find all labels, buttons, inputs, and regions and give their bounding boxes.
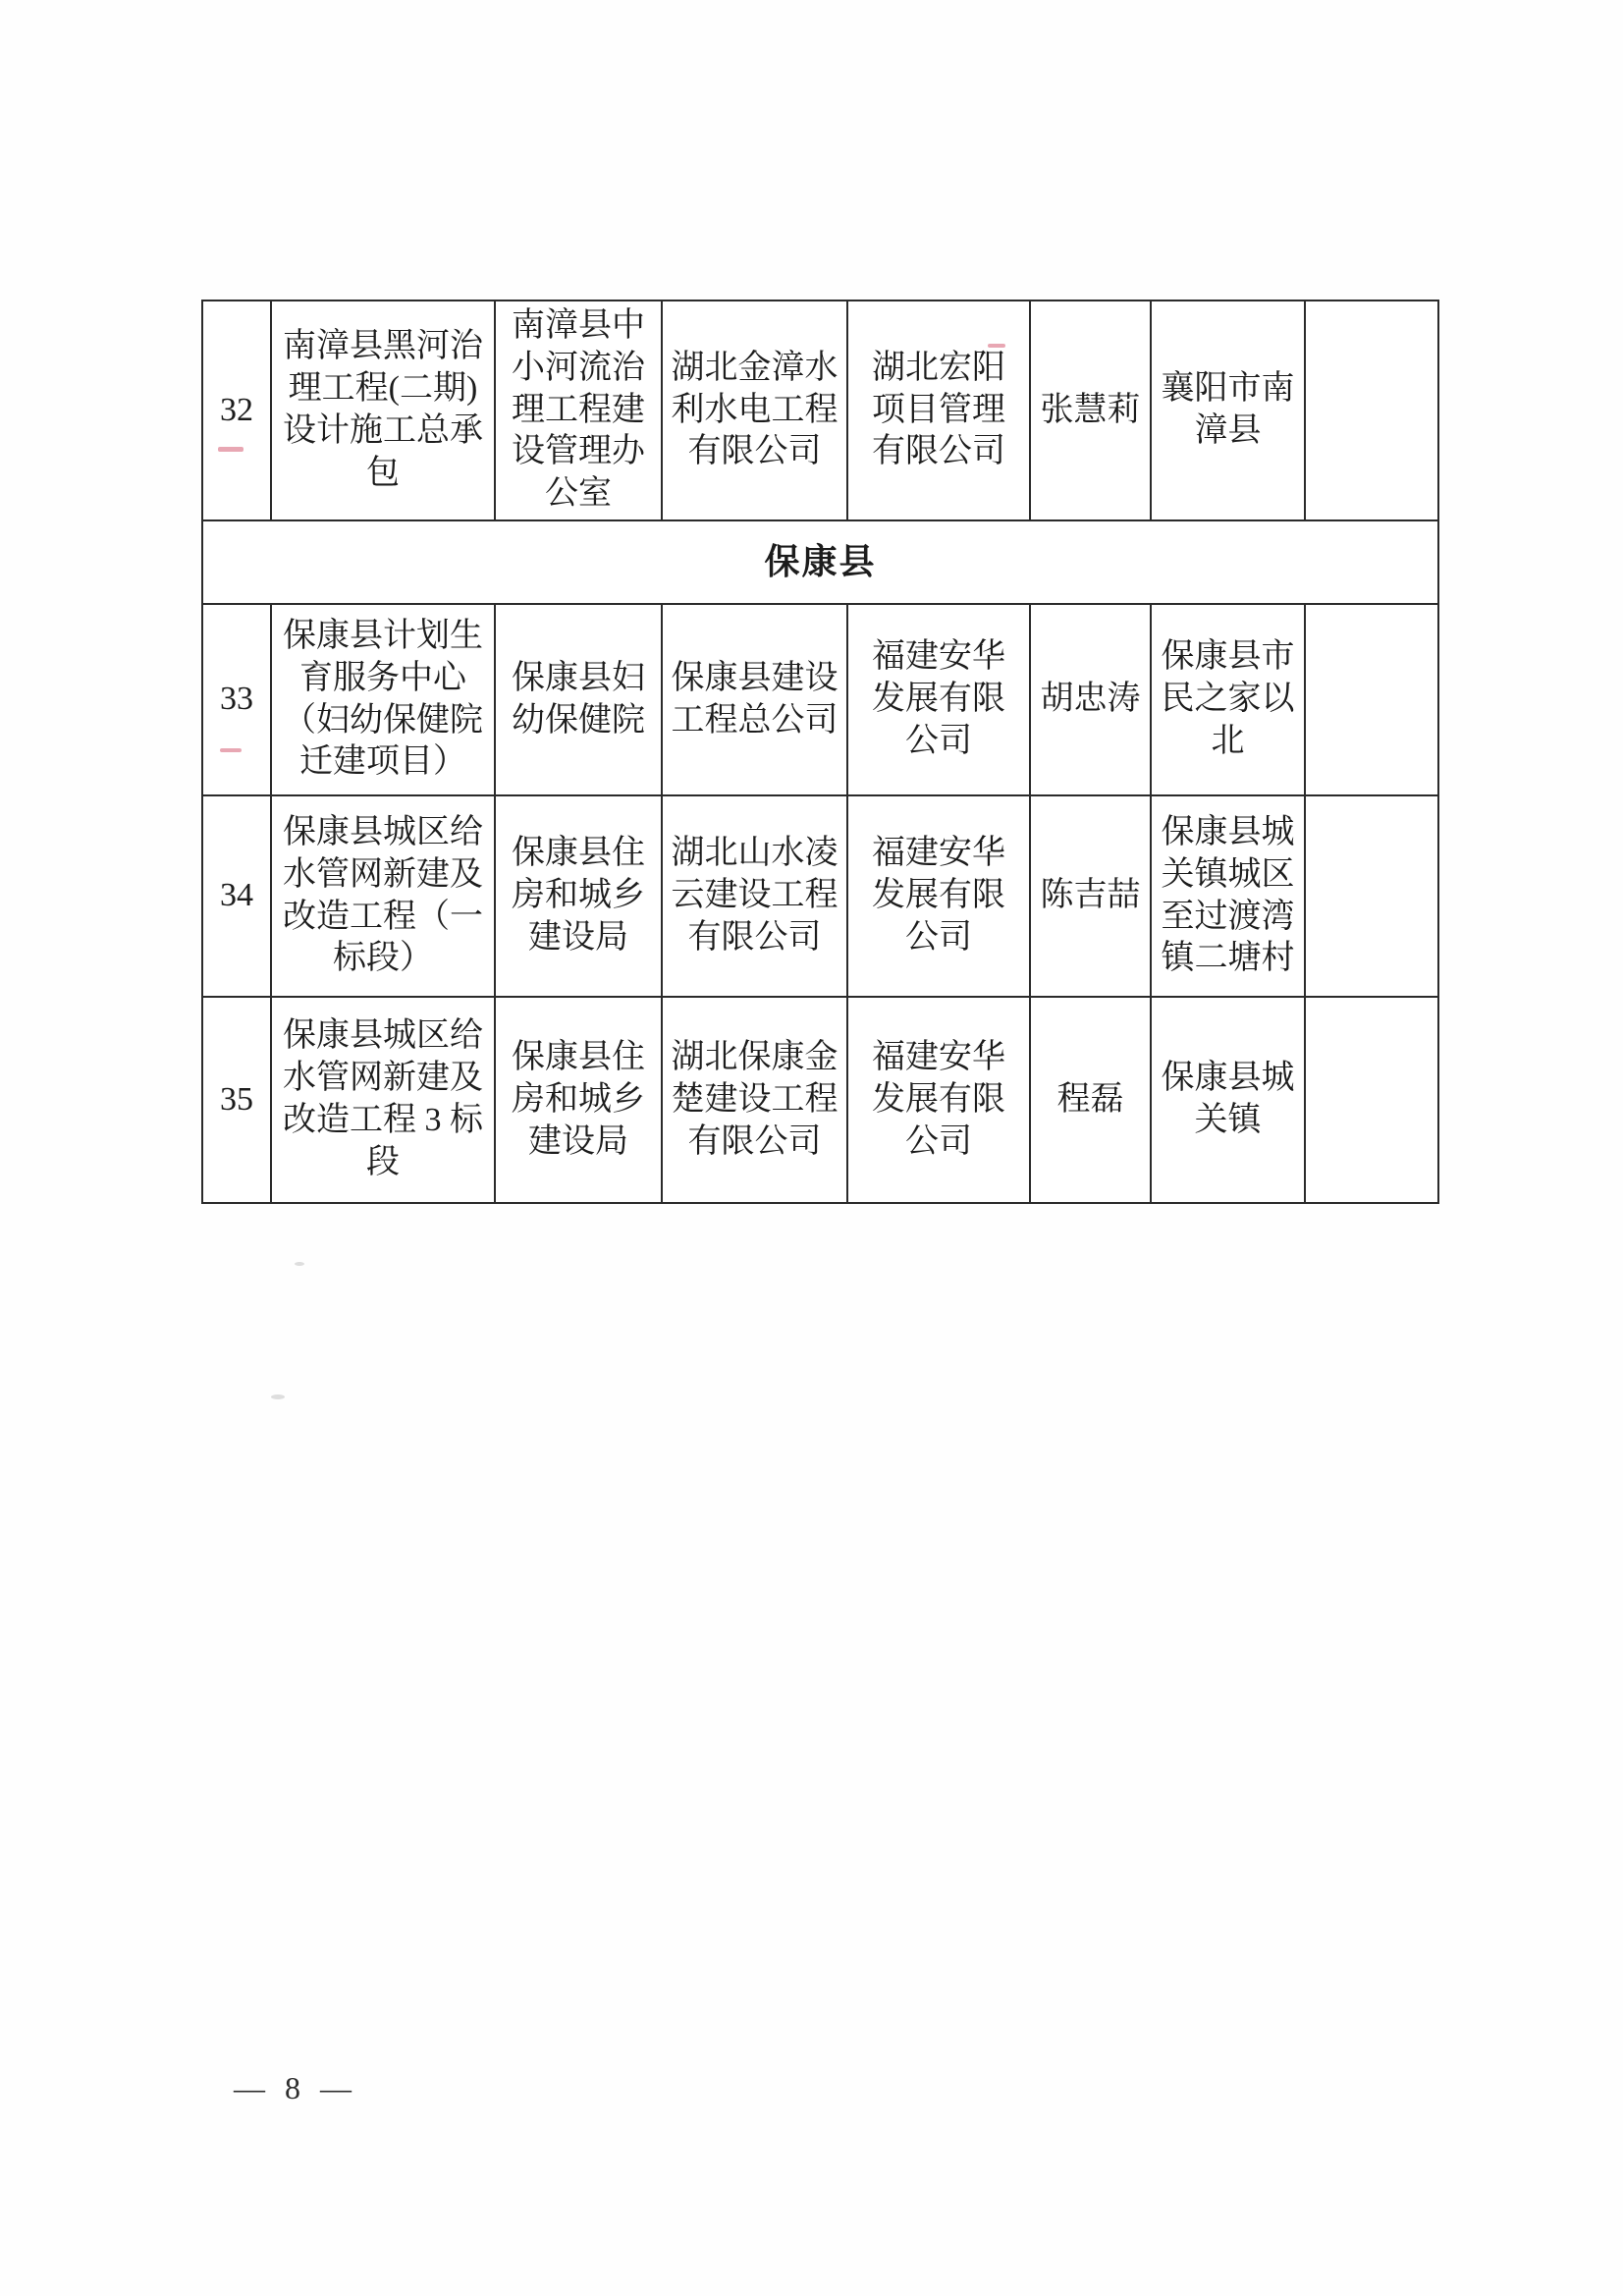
cell-owner: 保康县妇幼保健院 xyxy=(495,604,662,795)
cell-agency: 福建安华发展有限公司 xyxy=(847,795,1030,997)
cell-agency: 湖北宏阳项目管理有限公司 xyxy=(847,301,1030,520)
table-row xyxy=(202,997,1438,1203)
cell-project: 南漳县黑河治理工程(二期)设计施工总承包 xyxy=(271,301,495,520)
cell-remark xyxy=(1305,997,1438,1203)
page-number: — 8 — xyxy=(234,2070,357,2105)
cell-person: 陈吉喆 xyxy=(1030,795,1151,997)
cell-remark xyxy=(1305,301,1438,520)
cell-location: 保康县城关镇 xyxy=(1151,997,1305,1203)
cell-project: 保康县计划生育服务中心（妇幼保健院迁建项目） xyxy=(271,604,495,795)
cell-contractor: 湖北金漳水利水电工程有限公司 xyxy=(662,301,847,520)
award-table xyxy=(201,300,1439,1204)
scan-artifact xyxy=(218,447,243,452)
cell-no: 32 xyxy=(202,301,271,520)
scan-artifact xyxy=(220,748,242,752)
cell-remark xyxy=(1305,795,1438,997)
cell-person: 胡忠涛 xyxy=(1030,604,1151,795)
cell-no: 33 xyxy=(202,604,271,795)
cell-contractor: 湖北保康金楚建设工程有限公司 xyxy=(662,997,847,1203)
cell-no: 35 xyxy=(202,997,271,1203)
cell-contractor: 保康县建设工程总公司 xyxy=(662,604,847,795)
cell-location: 保康县市民之家以北 xyxy=(1151,604,1305,795)
cell-project: 保康县城区给水管网新建及改造工程（一标段） xyxy=(271,795,495,997)
section-header: 保康县 xyxy=(202,520,1438,604)
scan-smudge xyxy=(271,1394,285,1399)
cell-person: 张慧莉 xyxy=(1030,301,1151,520)
cell-remark xyxy=(1305,604,1438,795)
table-row xyxy=(202,795,1438,997)
cell-no: 34 xyxy=(202,795,271,997)
scan-artifact xyxy=(988,344,1005,348)
award-table-container xyxy=(201,300,1439,1204)
table-row xyxy=(202,604,1438,795)
cell-location: 保康县城关镇城区至过渡湾镇二塘村 xyxy=(1151,795,1305,997)
table-row xyxy=(202,301,1438,520)
cell-agency: 福建安华发展有限公司 xyxy=(847,604,1030,795)
cell-agency: 福建安华发展有限公司 xyxy=(847,997,1030,1203)
section-header-row xyxy=(202,520,1438,604)
cell-contractor: 湖北山水凌云建设工程有限公司 xyxy=(662,795,847,997)
cell-owner: 保康县住房和城乡建设局 xyxy=(495,997,662,1203)
cell-project: 保康县城区给水管网新建及改造工程 3 标段 xyxy=(271,997,495,1203)
scan-smudge xyxy=(295,1262,304,1266)
cell-person: 程磊 xyxy=(1030,997,1151,1203)
cell-owner: 南漳县中小河流治理工程建设管理办公室 xyxy=(495,301,662,520)
cell-location: 襄阳市南漳县 xyxy=(1151,301,1305,520)
cell-owner: 保康县住房和城乡建设局 xyxy=(495,795,662,997)
